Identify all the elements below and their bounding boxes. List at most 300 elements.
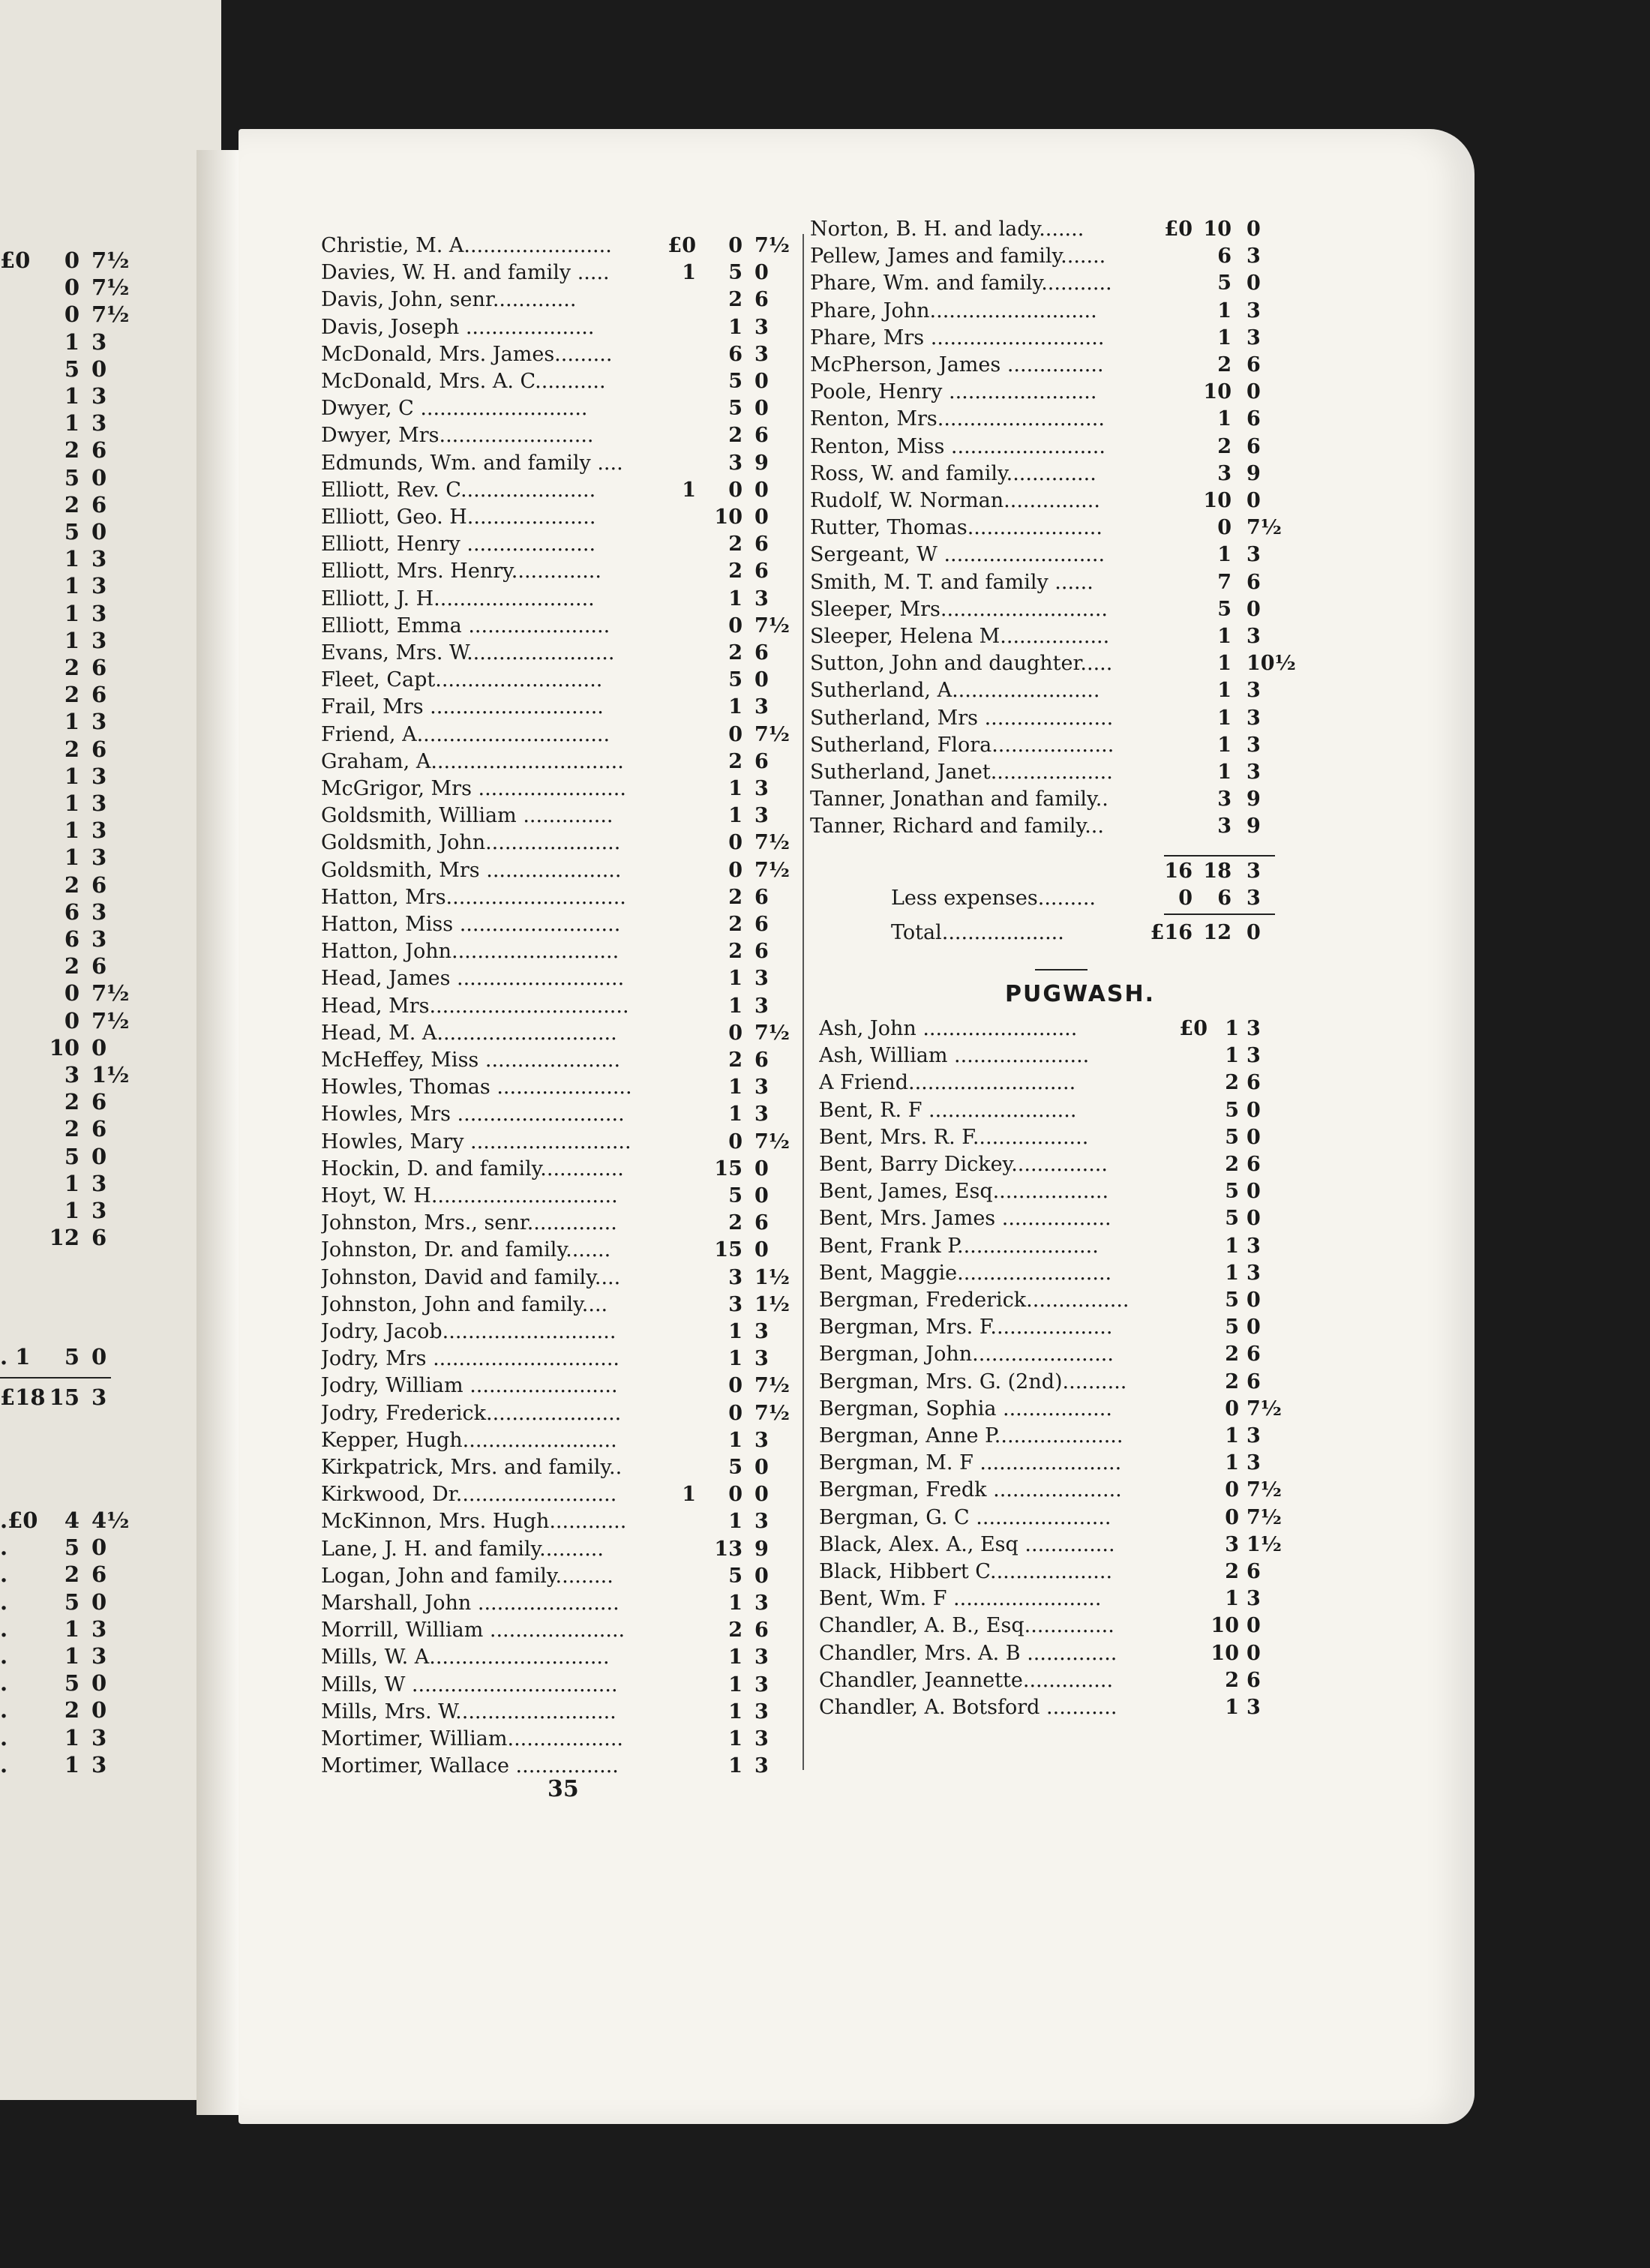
subscriber-name: Elliott, Emma ...................... bbox=[321, 614, 610, 638]
pence-value: 3 bbox=[1246, 706, 1261, 730]
shillings-value: 2 bbox=[728, 1211, 742, 1235]
ledger-entry bbox=[321, 859, 801, 886]
subscriber-name: Bergman, Mrs. G. (2nd).......... bbox=[819, 1370, 1127, 1394]
pence-value: 0 bbox=[754, 397, 769, 421]
shillings-value: 5 bbox=[1225, 1098, 1239, 1122]
pounds-value: £18 bbox=[0, 1384, 46, 1410]
pence-value: 1½ bbox=[754, 1292, 790, 1316]
shillings-value: 12 bbox=[49, 1225, 80, 1251]
shillings-value: 0 bbox=[728, 614, 742, 638]
shillings-value: 3 bbox=[1225, 1532, 1239, 1556]
section-heading-pugwash: PUGWASH. bbox=[1005, 981, 1156, 1007]
subscriber-name: Bent, James, Esq.................. bbox=[819, 1180, 1109, 1204]
ledger-entry bbox=[819, 1180, 1299, 1207]
shillings-value: 1 bbox=[1225, 1451, 1239, 1475]
pence-value: 3 bbox=[92, 1643, 107, 1669]
ledger-entry bbox=[321, 994, 801, 1022]
shillings-value: 5 bbox=[728, 1184, 742, 1208]
pence-value: 7½ bbox=[92, 980, 130, 1006]
subscriber-name: Jodry, Frederick..................... bbox=[321, 1401, 622, 1425]
pence-value: 3 bbox=[754, 342, 769, 366]
shillings-value: 2 bbox=[64, 682, 80, 708]
pence-value: 6 bbox=[754, 288, 769, 312]
pence-value: 6 bbox=[754, 913, 769, 936]
shillings-value: 7 bbox=[1217, 570, 1232, 594]
shillings-value: 1 bbox=[64, 709, 80, 735]
shillings-value: 1 bbox=[1217, 543, 1232, 567]
shillings-value: 1 bbox=[728, 1102, 742, 1126]
subscriber-name: Howles, Mrs .......................... bbox=[321, 1102, 625, 1126]
subscriber-name: Davies, W. H. and family ..... bbox=[321, 261, 610, 285]
ledger-entry bbox=[819, 1207, 1299, 1234]
ledger-entry bbox=[810, 598, 1275, 625]
pence-value: 0 bbox=[1246, 597, 1261, 621]
ledger-entry bbox=[321, 886, 801, 913]
shillings-value: 1 bbox=[728, 315, 742, 339]
ledger-entry bbox=[819, 1560, 1299, 1587]
shillings-value: 5 bbox=[1225, 1207, 1239, 1231]
pounds-value: 1 bbox=[682, 478, 696, 502]
shillings-value: 2 bbox=[728, 288, 742, 312]
shillings-value: 18 bbox=[1203, 860, 1232, 883]
shillings-value: 2 bbox=[1225, 1560, 1239, 1583]
pence-value: 3 bbox=[1246, 1587, 1261, 1611]
shillings-value: 5 bbox=[1217, 272, 1232, 296]
subscriber-name: Johnston, Dr. and family....... bbox=[321, 1238, 611, 1262]
subscriber-name: A Friend.......................... bbox=[819, 1071, 1076, 1095]
shillings-value: 1 bbox=[64, 328, 80, 355]
subscriber-name: Bergman, Fredk .................... bbox=[819, 1478, 1122, 1502]
subscriber-name: Lane, J. H. and family.......... bbox=[321, 1537, 604, 1561]
shillings-value: 1 bbox=[64, 1170, 80, 1196]
shillings-value: 5 bbox=[64, 1670, 80, 1696]
pence-value: 0 bbox=[92, 519, 107, 544]
subscriber-name: Jodry, Mrs ............................. bbox=[321, 1347, 620, 1371]
shillings-value: 2 bbox=[728, 641, 742, 664]
total-label: Total................... bbox=[891, 921, 1064, 944]
shillings-value: 1 bbox=[728, 1076, 742, 1100]
subscriber-name: Jodry, Jacob........................... bbox=[321, 1320, 616, 1343]
shillings-value: 3 bbox=[728, 451, 742, 475]
shillings-value: 1 bbox=[1225, 1261, 1239, 1285]
ledger-entry bbox=[810, 244, 1275, 272]
subscriber-name: Chandler, A. B., Esq.............. bbox=[819, 1614, 1114, 1638]
shillings-value: 1 bbox=[1225, 1234, 1239, 1258]
pence-value: 0 bbox=[1246, 218, 1261, 241]
shillings-value: 12 bbox=[1203, 921, 1232, 944]
subscriber-name: Elliott, Geo. H.................... bbox=[321, 506, 596, 529]
pence-value: 1½ bbox=[92, 1062, 130, 1088]
less-expenses-label: Less expenses......... bbox=[891, 886, 1096, 910]
shillings-value: 0 bbox=[728, 1483, 742, 1507]
subscriber-name: Head, James .......................... bbox=[321, 967, 625, 991]
subscriber-name: Black, Alex. A., Esq .............. bbox=[819, 1532, 1115, 1556]
subscriber-name: Frail, Mrs ........................... bbox=[321, 695, 604, 719]
pounds-value: . bbox=[0, 1643, 8, 1669]
shillings-value: 1 bbox=[64, 383, 80, 409]
ledger-entry bbox=[321, 1347, 801, 1374]
subscriber-name: Mills, W ................................ bbox=[321, 1672, 618, 1696]
shillings-value: 1 bbox=[728, 1510, 742, 1534]
ledger-entry bbox=[321, 1211, 801, 1238]
subscriber-name: Head, M. A............................ bbox=[321, 1021, 617, 1045]
subscriber-name: Graham, A.............................. bbox=[321, 749, 624, 773]
subscriber-name: Fleet, Capt.......................... bbox=[321, 668, 603, 692]
shillings-value: 1 bbox=[64, 1643, 80, 1669]
shillings-value: 2 bbox=[64, 1697, 80, 1724]
page-number: 35 bbox=[548, 1776, 579, 1802]
ledger-entry bbox=[321, 1727, 801, 1754]
pence-value: 3 bbox=[92, 709, 107, 735]
ledger-entry bbox=[819, 1669, 1299, 1696]
ledger-entry bbox=[321, 1538, 801, 1564]
subscriber-name: McHeffey, Miss ..................... bbox=[321, 1048, 621, 1072]
ledger-entry bbox=[321, 343, 801, 370]
pence-value: 3 bbox=[92, 627, 107, 653]
subscriber-name: Ross, W. and family.............. bbox=[810, 461, 1096, 485]
ledger-entry bbox=[819, 1288, 1299, 1316]
subscriber-name: Christie, M. A....................... bbox=[321, 234, 612, 257]
subscriber-name: Howles, Mary ......................... bbox=[321, 1130, 632, 1154]
pence-value: 3 bbox=[1246, 1261, 1261, 1285]
pence-value: 3 bbox=[754, 1727, 769, 1750]
ledger-entry bbox=[321, 804, 801, 831]
pence-value: 0 bbox=[92, 1143, 107, 1169]
pounds-value: . bbox=[0, 1588, 8, 1615]
pence-value: 3 bbox=[1246, 543, 1261, 567]
left-column bbox=[321, 234, 801, 1824]
pence-value: 9 bbox=[754, 451, 769, 475]
shillings-value: 2 bbox=[728, 424, 742, 448]
shillings-value: 2 bbox=[1225, 1370, 1239, 1394]
shillings-value: 0 bbox=[728, 858, 742, 882]
shillings-value: 10 bbox=[1203, 489, 1232, 512]
subscriber-name: Sutherland, A....................... bbox=[810, 679, 1100, 703]
ledger-entry bbox=[321, 750, 801, 777]
ledger-entry bbox=[810, 407, 1275, 434]
pence-value: 0 bbox=[754, 370, 769, 393]
pounds-value: . bbox=[0, 1616, 8, 1642]
shillings-value: 1 bbox=[64, 844, 80, 871]
shillings-value: 1 bbox=[64, 763, 80, 789]
shillings-value: 6 bbox=[64, 926, 80, 952]
shillings-value: 5 bbox=[1217, 597, 1232, 621]
ledger-entry bbox=[810, 353, 1275, 380]
pence-value: 0 bbox=[754, 668, 769, 692]
ledger-entry bbox=[321, 1293, 801, 1320]
shillings-value: 1 bbox=[1217, 407, 1232, 431]
subscriber-name: McGrigor, Mrs ....................... bbox=[321, 777, 626, 800]
subscriber-name: Hoyt, W. H............................. bbox=[321, 1184, 618, 1208]
shillings-value: 1 bbox=[728, 1700, 742, 1724]
subscriber-name: Mills, Mrs. W......................... bbox=[321, 1700, 616, 1724]
pence-value: 0 bbox=[1246, 272, 1261, 296]
shillings-value: 0 bbox=[728, 1374, 742, 1398]
subscriber-name: Sutherland, Flora................... bbox=[810, 733, 1114, 757]
subscriber-name: Rudolf, W. Norman............... bbox=[810, 489, 1100, 512]
ledger-entry bbox=[321, 831, 801, 858]
pence-value: 6 bbox=[1246, 1342, 1261, 1366]
subscriber-name: Johnston, David and family.... bbox=[321, 1265, 621, 1289]
ledger-entry bbox=[321, 1456, 801, 1483]
ledger-entry bbox=[810, 516, 1282, 543]
pence-value: 1½ bbox=[754, 1265, 790, 1289]
shillings-value: 0 bbox=[1225, 1478, 1239, 1502]
pence-value: 0 bbox=[92, 464, 107, 490]
pence-value: 9 bbox=[1246, 461, 1261, 485]
pence-value: 3 bbox=[92, 790, 107, 816]
shillings-value: 2 bbox=[64, 872, 80, 898]
pence-value: 7½ bbox=[92, 274, 130, 301]
subscriber-name: Bent, Maggie........................ bbox=[819, 1261, 1112, 1285]
pence-value: 3 bbox=[754, 1700, 769, 1724]
pence-value: 6 bbox=[92, 655, 107, 680]
subscriber-name: Hatton, John.......................... bbox=[321, 940, 620, 964]
pence-value: 0 bbox=[1246, 1316, 1261, 1340]
ledger-entry bbox=[810, 543, 1275, 570]
subscriber-name: Sleeper, Mrs.......................... bbox=[810, 597, 1108, 621]
subscriber-name: Head, Mrs............................... bbox=[321, 994, 629, 1018]
pence-value: 1½ bbox=[1246, 1532, 1282, 1556]
shillings-value: 1 bbox=[64, 1724, 80, 1750]
shillings-value: 5 bbox=[64, 1534, 80, 1561]
shillings-value: 0 bbox=[64, 248, 80, 273]
shillings-value: 1 bbox=[64, 573, 80, 599]
pence-value: 7½ bbox=[754, 831, 790, 855]
subscriber-name: Rutter, Thomas..................... bbox=[810, 516, 1102, 540]
shillings-value: 0 bbox=[728, 1021, 742, 1045]
pugwash-list bbox=[819, 1017, 1299, 1737]
ledger-entry bbox=[321, 1022, 801, 1048]
pounds-value: . bbox=[0, 1562, 8, 1588]
ledger-entry bbox=[321, 587, 801, 614]
pounds-value: £16 bbox=[1150, 921, 1192, 944]
pence-value: 3 bbox=[92, 763, 107, 789]
pence-value: 3 bbox=[754, 804, 769, 828]
ledger-entry bbox=[819, 1614, 1299, 1641]
subscriber-name: Kirkpatrick, Mrs. and family.. bbox=[321, 1456, 622, 1479]
pence-value: 0 bbox=[92, 1670, 107, 1696]
pence-value: 0 bbox=[1246, 489, 1261, 512]
shillings-value: 1 bbox=[728, 1672, 742, 1696]
pence-value: 0 bbox=[92, 1534, 107, 1561]
pence-value: 3 bbox=[754, 1102, 769, 1126]
pence-value: 3 bbox=[1246, 1451, 1261, 1475]
subscriber-name: Morrill, William ..................... bbox=[321, 1618, 626, 1642]
ledger-entry bbox=[819, 1316, 1299, 1342]
subscriber-name: Elliott, Rev. C..................... bbox=[321, 478, 596, 502]
shillings-value: 2 bbox=[728, 749, 742, 773]
ledger-entry bbox=[321, 695, 801, 722]
subscriber-name: McPherson, James ............... bbox=[810, 353, 1104, 376]
ledger-entry bbox=[321, 1157, 801, 1184]
shillings-value: 5 bbox=[64, 356, 80, 382]
shillings-value: 1 bbox=[64, 1198, 80, 1223]
subscriber-name: Ash, William ..................... bbox=[819, 1044, 1090, 1068]
pounds-value: . bbox=[0, 1751, 8, 1778]
shillings-value: 5 bbox=[1225, 1316, 1239, 1340]
ledger-entry bbox=[321, 1510, 801, 1537]
shillings-value: 2 bbox=[64, 1116, 80, 1142]
shillings-value: 0 bbox=[728, 831, 742, 855]
subscriber-name: Mills, W. A............................ bbox=[321, 1646, 610, 1670]
column-divider bbox=[802, 234, 804, 1770]
pence-value: 0 bbox=[1246, 1125, 1261, 1149]
shillings-value: 2 bbox=[728, 1048, 742, 1072]
pence-value: 0 bbox=[1246, 1288, 1261, 1312]
subscriber-name: Elliott, Mrs. Henry.............. bbox=[321, 560, 602, 584]
subscriber-name: Dwyer, C .......................... bbox=[321, 397, 588, 421]
pence-value: 7½ bbox=[1246, 1478, 1282, 1502]
ledger-entry bbox=[810, 814, 1275, 842]
pounds-value: 0 bbox=[1178, 886, 1192, 910]
shillings-value: 2 bbox=[1225, 1153, 1239, 1176]
ledger-entry bbox=[321, 1266, 801, 1293]
pence-value: 3 bbox=[1246, 1424, 1261, 1448]
pence-value: 3 bbox=[92, 1724, 107, 1750]
shillings-value: 3 bbox=[1217, 788, 1232, 812]
subscriber-name: Johnston, Mrs., senr.............. bbox=[321, 1211, 617, 1235]
ledger-entry bbox=[321, 913, 801, 940]
shillings-value: 6 bbox=[64, 898, 80, 925]
ledger-entry bbox=[321, 1564, 801, 1592]
subscriber-name: Kepper, Hugh........................ bbox=[321, 1428, 617, 1452]
ledger-entry bbox=[321, 478, 801, 506]
ledger-entry bbox=[321, 234, 801, 261]
pence-value: 7½ bbox=[92, 248, 130, 273]
subscriber-name: Sutton, John and daughter..... bbox=[810, 652, 1113, 676]
ledger-entry bbox=[810, 218, 1275, 244]
shillings-value: 1 bbox=[64, 1616, 80, 1642]
ledger-entry bbox=[810, 489, 1275, 516]
pence-value: 3 bbox=[1246, 1696, 1261, 1719]
shillings-value: 10 bbox=[1203, 380, 1232, 404]
subscriber-name: Hockin, D. and family............. bbox=[321, 1156, 624, 1180]
pence-value: 0 bbox=[754, 1238, 769, 1262]
pence-value: 0 bbox=[1246, 1098, 1261, 1122]
shillings-value: 5 bbox=[728, 1564, 742, 1588]
shillings-value: 6 bbox=[1217, 244, 1232, 268]
pence-value: 3 bbox=[1246, 733, 1261, 757]
ledger-entry bbox=[819, 1587, 1299, 1614]
subscriber-name: Renton, Miss ........................ bbox=[810, 434, 1106, 458]
shillings-value: 10 bbox=[49, 1034, 80, 1060]
ledger-entry bbox=[321, 1130, 801, 1157]
shillings-value: 0 bbox=[728, 722, 742, 746]
pence-value: 0 bbox=[1246, 1641, 1261, 1665]
pence-value: 3 bbox=[754, 967, 769, 991]
ledger-entry bbox=[321, 614, 801, 641]
pounds-value: £0 bbox=[0, 248, 31, 273]
pounds-value: £0 bbox=[1179, 1017, 1208, 1040]
subscriber-name: Hatton, Mrs............................ bbox=[321, 885, 626, 909]
shillings-value: 2 bbox=[1225, 1668, 1239, 1692]
pence-value: 0 bbox=[92, 356, 107, 382]
ledger-entry bbox=[810, 760, 1275, 788]
shillings-value: 4 bbox=[64, 1508, 80, 1533]
subscriber-name: Mortimer, William.................. bbox=[321, 1727, 623, 1750]
pence-value: 0 bbox=[754, 1184, 769, 1208]
ledger-entry bbox=[819, 1696, 1299, 1723]
shillings-value: 0 bbox=[64, 302, 80, 328]
subscriber-name: Sutherland, Janet................... bbox=[810, 760, 1113, 784]
shillings-value: 5 bbox=[728, 397, 742, 421]
shillings-value: 3 bbox=[728, 1265, 742, 1289]
pence-value: 0 bbox=[754, 261, 769, 285]
shillings-value: 1 bbox=[728, 1754, 742, 1778]
pence-value: 7½ bbox=[1246, 1505, 1282, 1529]
ledger-entry bbox=[819, 1451, 1299, 1478]
pence-value: 6 bbox=[754, 532, 769, 556]
pence-value: 0 bbox=[92, 1034, 107, 1060]
pence-value: 3 bbox=[1246, 1234, 1261, 1258]
subscriber-name: Hatton, Miss ......................... bbox=[321, 913, 621, 936]
pence-value: 6 bbox=[1246, 434, 1261, 458]
pence-value: 7½ bbox=[754, 722, 790, 746]
shillings-value: 0 bbox=[64, 980, 80, 1006]
ledger-entry bbox=[819, 1126, 1299, 1153]
pence-value: 9 bbox=[754, 1537, 769, 1561]
ledger-entry bbox=[321, 1402, 801, 1429]
shillings-value: 1 bbox=[1217, 326, 1232, 350]
ledger-entry bbox=[321, 1646, 801, 1672]
subscriber-name: Phare, John.......................... bbox=[810, 298, 1097, 322]
shillings-value: 0 bbox=[64, 1007, 80, 1034]
subscriber-name: Dwyer, Mrs........................ bbox=[321, 424, 594, 448]
pence-value: 6 bbox=[1246, 570, 1261, 594]
pence-value: 3 bbox=[1246, 298, 1261, 322]
pence-value: 3 bbox=[92, 600, 107, 626]
shillings-value: 3 bbox=[1217, 814, 1232, 838]
shillings-value: 1 bbox=[1217, 625, 1232, 648]
shillings-value: 0 bbox=[728, 234, 742, 257]
pence-value: 3 bbox=[1246, 1044, 1261, 1068]
pounds-value: 1 bbox=[682, 1483, 696, 1507]
pence-value: 0 bbox=[92, 1588, 107, 1615]
ledger-entry bbox=[321, 1700, 801, 1727]
page bbox=[238, 129, 1474, 2124]
pence-value: 6 bbox=[92, 736, 107, 762]
pence-value: 6 bbox=[754, 641, 769, 664]
shillings-value: 2 bbox=[1225, 1071, 1239, 1095]
ledger-entry bbox=[810, 706, 1275, 734]
pence-value: 6 bbox=[754, 1048, 769, 1072]
subscriber-name: Howles, Thomas ..................... bbox=[321, 1076, 632, 1100]
shillings-value: 5 bbox=[1225, 1288, 1239, 1312]
shillings-value: 15 bbox=[49, 1384, 80, 1410]
subscriber-name: Jodry, William ....................... bbox=[321, 1374, 618, 1398]
shillings-value: 1 bbox=[64, 410, 80, 436]
shillings-value: 0 bbox=[728, 1401, 742, 1425]
pence-value: 0 bbox=[1246, 921, 1261, 944]
ledger-entry bbox=[321, 316, 801, 343]
ledger-entry bbox=[321, 532, 801, 560]
subscriber-name: McDonald, Mrs. A. C........... bbox=[321, 370, 606, 393]
ledger-entry bbox=[321, 668, 801, 695]
ledger-entry bbox=[819, 1533, 1299, 1560]
pence-value: 3 bbox=[754, 586, 769, 610]
pence-value: 0 bbox=[754, 1564, 769, 1588]
pence-value: 0 bbox=[92, 1344, 107, 1370]
ledger-entry bbox=[321, 560, 801, 586]
shillings-value: 6 bbox=[728, 342, 742, 366]
pence-value: 0 bbox=[1246, 1207, 1261, 1231]
pence-value: 6 bbox=[754, 424, 769, 448]
subscriber-name: Bergman, G. C ..................... bbox=[819, 1505, 1112, 1529]
subscriber-name: Logan, John and family......... bbox=[321, 1564, 614, 1588]
subscriber-name: Evans, Mrs. W....................... bbox=[321, 641, 615, 664]
sum-rule bbox=[1164, 914, 1275, 915]
